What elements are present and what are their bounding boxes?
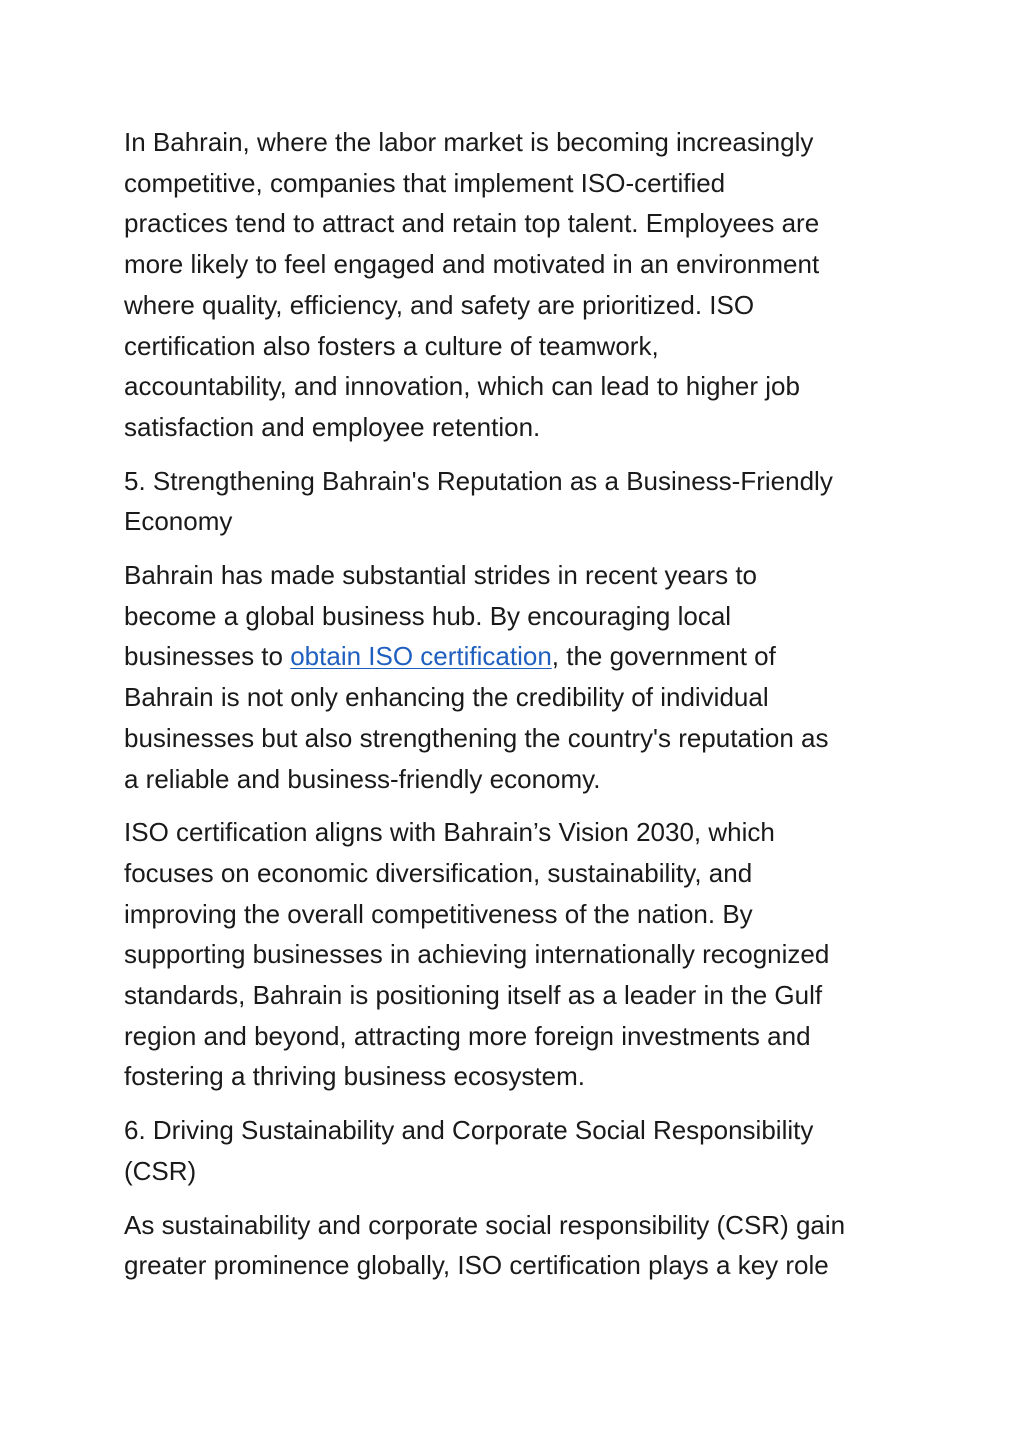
text-line: In Bahrain, where the labor market is becoming increasingly [124, 127, 814, 157]
text-line: a reliable and business-friendly economy. [124, 763, 601, 794]
text-line: As sustainability and corporate social responsibility (CSR) gain [124, 1209, 846, 1240]
text-line: competitive, companies that implement ISO-certified [124, 167, 726, 198]
paragraph-vision-2030 [124, 812, 914, 1097]
heading-line: 6. Driving Sustainability and Corporate Social Responsibility [124, 1115, 814, 1146]
text-line: fostering a thriving business ecosystem. [124, 1061, 585, 1092]
link-line-before: businesses to [124, 641, 291, 672]
text-line: become a global business hub. By encouraging local [124, 600, 732, 631]
section-heading-6 [124, 1110, 914, 1191]
text-line: more likely to feel engaged and motivated in an environment [124, 249, 820, 280]
text-line: satisfaction and employee retention. [124, 411, 541, 442]
text-line: Bahrain has made substantial strides in recent years to [124, 560, 758, 591]
section-heading-5 [124, 461, 914, 542]
text-line: standards, Bahrain is positioning itself as a leader in the Gulf [124, 980, 823, 1011]
text-line-with-link [124, 636, 914, 677]
text-line: Bahrain is not only enhancing the credibility of individual [124, 682, 769, 713]
text-line: accountability, and innovation, which can lead to higher job [124, 371, 800, 402]
heading-line: (CSR) [124, 1155, 197, 1186]
link-line-after: , the government of [551, 641, 776, 672]
text-line: businesses but also strengthening the country's reputation as [124, 722, 829, 753]
heading-line: Economy [124, 506, 233, 537]
text-line: greater prominence globally, ISO certification plays a key role [124, 1250, 829, 1281]
paragraph-sustainability [124, 1205, 914, 1286]
text-line: ISO certification aligns with Bahrain’s Vision 2030, which [124, 817, 775, 848]
obtain-iso-certification-link[interactable]: obtain ISO certification [290, 641, 552, 672]
paragraph-talent-retention [124, 122, 914, 448]
text-line: practices tend to attract and retain top talent. Employees are [124, 208, 820, 239]
text-line: where quality, efficiency, and safety are prioritized. ISO [124, 289, 755, 320]
document-page [124, 122, 914, 1299]
text-line: supporting businesses in achieving internationally recognized [124, 939, 830, 970]
text-line: certification also fosters a culture of teamwork, [124, 330, 659, 361]
paragraph-business-hub [124, 555, 914, 799]
text-line: region and beyond, attracting more foreign investments and [124, 1020, 811, 1051]
heading-line: 5. Strengthening Bahrain's Reputation as a Business-Friendly [124, 465, 833, 496]
text-line: improving the overall competitiveness of the nation. By [124, 898, 753, 929]
text-line: focuses on economic diversification, sustainability, and [124, 857, 753, 888]
